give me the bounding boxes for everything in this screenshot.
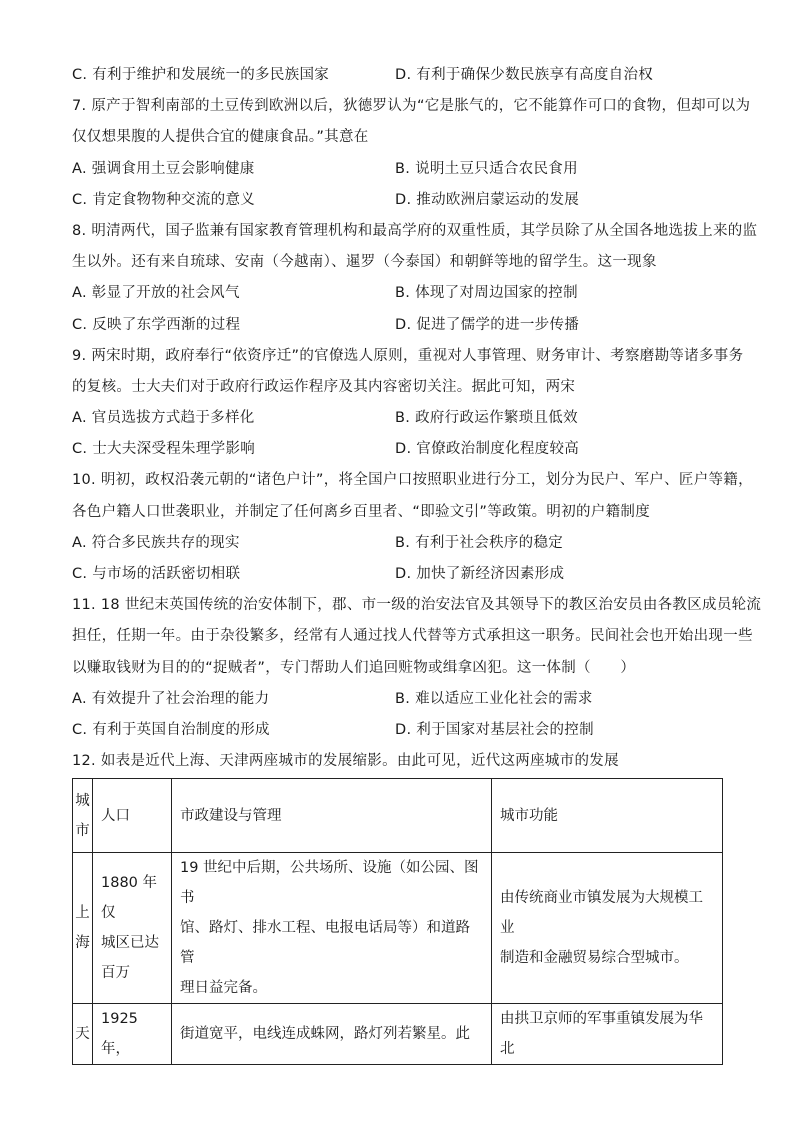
row-population-cell <box>93 1004 172 1065</box>
q10-options-row-ab <box>72 528 722 559</box>
q9-option-b[interactable]: B. 政府行政运作繁琐且低效 <box>395 410 578 427</box>
q7-stem-line1: 7. 原产于智利南部的土豆传到欧洲以后，狄德罗认为“它是胀气的，它不能算作可口的食物，但却可以为 <box>72 98 751 115</box>
q7-stem-line2: 仅仅想果腹的人提供合宜的健康食品。”其意在 <box>72 129 369 146</box>
city-development-table <box>72 778 723 1065</box>
header-function-cell <box>492 779 723 853</box>
q9-option-d[interactable]: D. 官僚政治制度化程度较高 <box>395 441 580 458</box>
function-line: 由传统商业市镇发展为大规模工业 <box>500 890 703 936</box>
q10-option-c[interactable]: C. 与市场的活跃密切相联 <box>72 566 241 582</box>
table-row <box>73 853 723 1004</box>
q6-option-d[interactable]: D. 有利于确保少数民族享有高度自治权 <box>395 67 654 83</box>
row-population-cell <box>93 853 172 1004</box>
row-municipal-cell <box>172 1004 492 1065</box>
header-municipal: 市政建设与管理 <box>180 807 282 824</box>
header-city-line1: 城 <box>75 792 90 809</box>
q11-option-b[interactable]: B. 难以适应工业化社会的需求 <box>395 690 593 707</box>
q9-option-a[interactable]: A. 官员选拔方式趋于多样化 <box>72 410 255 427</box>
municipal-line: 理日益完备。 <box>180 980 267 996</box>
q11-options-row-ab <box>72 684 722 715</box>
table-header-row <box>73 779 723 853</box>
row-city-cell <box>73 1004 93 1065</box>
q9-options-row-cd <box>72 434 722 465</box>
q8-option-d[interactable]: D. 促进了儒学的进一步传播 <box>395 316 580 333</box>
q8-stem-line2: 生以外。还有来自琉球、安南（今越南）、暹罗（今泰国）和朝鲜等地的留学生。这一现象 <box>72 254 657 271</box>
row-city-cell <box>73 853 93 1004</box>
q8-stem-line1: 8. 明清两代，国子监兼有国家教育管理机构和最高学府的双重性质，其学员除了从全国各地选拔上来的监 <box>72 222 758 239</box>
header-function: 城市功能 <box>500 807 558 824</box>
q11-stem-line1: 11. 18 世纪末英国传统的治安体制下，郡、市一级的治安法官及其领导下的教区治安员由各教区成员轮流 <box>72 597 762 614</box>
q6-option-c[interactable]: C. 有利于维护和发展统一的多民族国家 <box>72 67 330 83</box>
q11-option-a[interactable]: A. 有效提升了社会治理的能力 <box>72 690 270 707</box>
q8-option-a[interactable]: A. 彰显了开放的社会风气 <box>72 285 240 302</box>
municipal-line: 19 世纪中后期，公共场所、设施（如公园、图书 <box>180 860 479 906</box>
row-city-line2: 海 <box>75 935 90 951</box>
exam-page <box>72 60 762 777</box>
row-function-cell <box>492 1004 723 1065</box>
q10-options-row-cd <box>72 559 722 590</box>
function-line: 由拱卫京师的军事重镇发展为华北 <box>500 1011 703 1057</box>
q7-option-c[interactable]: C. 肯定食物物种交流的意义 <box>72 191 256 208</box>
q11-stem-line2: 担任，任期一年。由于杂役繁多，经常有人通过找人代替等方式承担这一职务。民间社会也开始出现一些 <box>72 628 753 645</box>
header-municipal-cell <box>172 779 492 853</box>
row-city-line1: 上 <box>75 905 90 921</box>
header-population: 人口 <box>101 807 130 824</box>
header-city-line2: 市 <box>75 822 90 839</box>
q7-options-row-ab <box>72 154 722 185</box>
q10-stem-line2: 各色户籍人口世袭职业，并制定了任何离乡百里者、“即验文引”等政策。明初的户籍制度 <box>72 503 651 520</box>
q9-stem-line1: 9. 两宋时期，政府奉行“依资序迁”的官僚选人原则，重视对人事管理、财务审计、考察磨勘等诸多事务 <box>72 347 744 364</box>
q8-option-c[interactable]: C. 反映了东学西渐的过程 <box>72 316 241 333</box>
population-line: 城区已达 <box>101 935 159 951</box>
q8-option-b[interactable]: B. 体现了对周边国家的控制 <box>395 285 578 302</box>
q7-option-d[interactable]: D. 推动欧洲启蒙运动的发展 <box>395 191 580 208</box>
q10-option-a[interactable]: A. 符合多民族共存的现实 <box>72 534 240 551</box>
function-line: 制造和金融贸易综合型城市。 <box>500 950 689 966</box>
municipal-line: 馆、路灯、排水工程、电报电话局等）和道路管 <box>180 920 470 966</box>
q11-options-row-cd <box>72 715 722 746</box>
q7-options-row-cd <box>72 185 722 216</box>
q9-option-c[interactable]: C. 士大夫深受程朱理学影响 <box>72 441 256 458</box>
row-municipal-cell <box>172 853 492 1004</box>
population-line: 1925 年， <box>101 1011 138 1057</box>
q10-option-b[interactable]: B. 有利于社会秩序的稳定 <box>395 534 564 551</box>
municipal-line: 街道宽平，电线连成蛛网，路灯列若繁星。此 <box>180 1026 470 1042</box>
row-function-cell <box>492 853 723 1004</box>
q7-option-a[interactable]: A. 强调食用土豆会影响健康 <box>72 160 255 177</box>
q8-options-row-ab <box>72 278 722 309</box>
q9-stem-line2: 的复核。士大夫们对于政府行政运作程序及其内容密切关注。据此可知，两宋 <box>72 378 576 395</box>
q11-option-d[interactable]: D. 利于国家对基层社会的控制 <box>395 721 594 738</box>
q9-options-row-ab <box>72 403 722 434</box>
q8-options-row-cd <box>72 310 722 341</box>
q7-option-b[interactable]: B. 说明土豆只适合农民食用 <box>395 160 578 177</box>
population-line: 1880 年仅 <box>101 875 158 921</box>
header-population-cell <box>93 779 172 853</box>
q11-option-c[interactable]: C. 有利于英国自治制度的形成 <box>72 721 270 738</box>
q11-stem-line3: 以赚取钱财为目的的“捉贼者”，专门帮助人们追回赃物或缉拿凶犯。这一体制（ ） <box>72 659 636 676</box>
header-city-cell <box>73 779 93 853</box>
population-line: 百万 <box>101 965 130 981</box>
row-city-line1: 天 <box>75 1026 90 1042</box>
q6-options-row-cd <box>72 60 722 91</box>
q10-option-d[interactable]: D. 加快了新经济因素形成 <box>395 566 565 582</box>
table-row <box>73 1004 723 1065</box>
q12-stem: 12. 如表是近代上海、天津两座城市的发展缩影。由此可见，近代这两座城市的发展 <box>72 753 619 770</box>
q10-stem-line1: 10. 明初，政权沿袭元朝的“诸色户计”，将全国户口按照职业进行分工，划分为民户、军户、匠户等籍， <box>72 472 753 489</box>
